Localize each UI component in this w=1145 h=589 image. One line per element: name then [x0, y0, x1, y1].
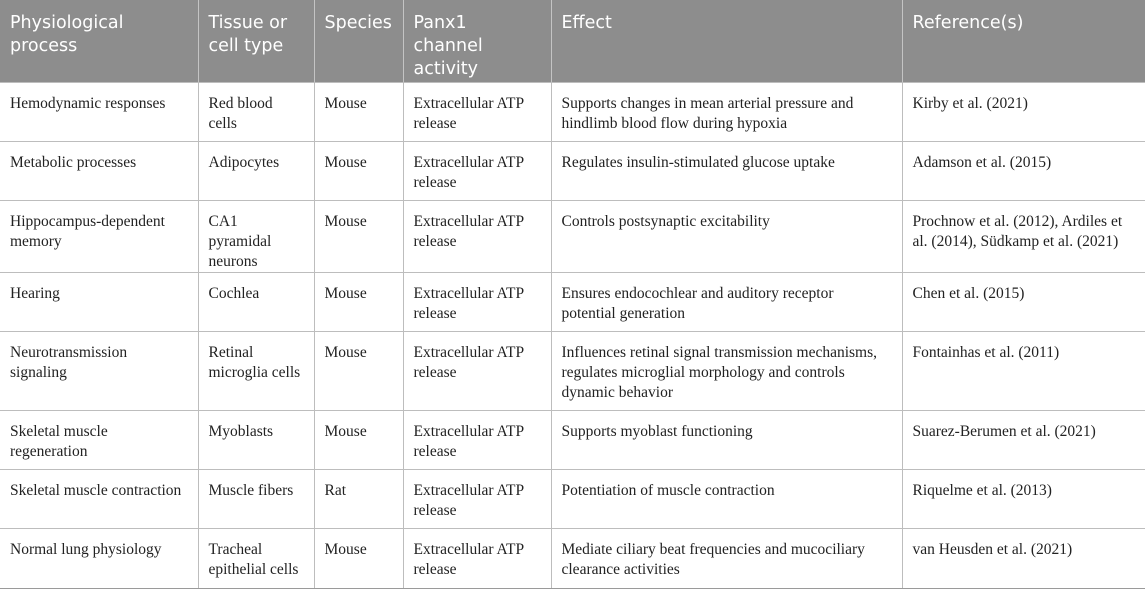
- cell-effect: Ensures endocochlear and auditory receptor potential generation: [551, 272, 902, 331]
- cell-species: Mouse: [314, 528, 403, 588]
- cell-species: Mouse: [314, 82, 403, 141]
- cell-activity: Extracellular ATP release: [403, 141, 551, 200]
- header-row: [0, 0, 1145, 82]
- table-header: [0, 0, 1145, 82]
- cell-process: Metabolic processes: [0, 141, 198, 200]
- cell-effect: Supports changes in mean arterial pressure and hindlimb blood flow during hypoxia: [551, 82, 902, 141]
- cell-reference: Fontainhas et al. (2011): [902, 331, 1145, 410]
- cell-tissue: Retinal microglia cells: [198, 331, 314, 410]
- cell-species: Mouse: [314, 141, 403, 200]
- cell-effect: Supports myoblast functioning: [551, 410, 902, 469]
- cell-tissue: Red blood cells: [198, 82, 314, 141]
- cell-reference: Suarez-Berumen et al. (2021): [902, 410, 1145, 469]
- cell-reference: Kirby et al. (2021): [902, 82, 1145, 141]
- table-row: [0, 200, 1145, 272]
- cell-tissue: Cochlea: [198, 272, 314, 331]
- cell-species: Mouse: [314, 272, 403, 331]
- cell-reference: Adamson et al. (2015): [902, 141, 1145, 200]
- cell-effect: Mediate ciliary beat frequencies and mucociliary clearance activities: [551, 528, 902, 588]
- cell-activity: Extracellular ATP release: [403, 410, 551, 469]
- cell-tissue: Myoblasts: [198, 410, 314, 469]
- cell-tissue: CA1 pyramidal neurons: [198, 200, 314, 272]
- cell-effect: Potentiation of muscle contraction: [551, 469, 902, 528]
- cell-effect: Controls postsynaptic excitability: [551, 200, 902, 272]
- cell-activity: Extracellular ATP release: [403, 200, 551, 272]
- cell-tissue: Muscle fibers: [198, 469, 314, 528]
- cell-activity: Extracellular ATP release: [403, 469, 551, 528]
- cell-tissue: Tracheal epithelial cells: [198, 528, 314, 588]
- header-references: Reference(s): [902, 0, 1145, 82]
- cell-species: Rat: [314, 469, 403, 528]
- table-body: [0, 82, 1145, 588]
- cell-process: Hippocampus-dependent memory: [0, 200, 198, 272]
- cell-reference: van Heusden et al. (2021): [902, 528, 1145, 588]
- header-physiological-process: Physiological process: [0, 0, 198, 82]
- cell-species: Mouse: [314, 331, 403, 410]
- cell-activity: Extracellular ATP release: [403, 82, 551, 141]
- cell-effect: Regulates insulin-stimulated glucose uptake: [551, 141, 902, 200]
- header-tissue-or-cell-type: Tissue or cell type: [198, 0, 314, 82]
- cell-process: Skeletal muscle regeneration: [0, 410, 198, 469]
- cell-process: Neurotransmission signaling: [0, 331, 198, 410]
- cell-effect: Influences retinal signal transmission mechanisms, regulates microglial morphology and controls dynamic behavior: [551, 331, 902, 410]
- cell-process: Normal lung physiology: [0, 528, 198, 588]
- header-panx1-channel-activity: Panx1 channel activity: [403, 0, 551, 82]
- table-row: [0, 528, 1145, 588]
- cell-reference: Prochnow et al. (2012), Ardiles et al. (2014), Südkamp et al. (2021): [902, 200, 1145, 272]
- header-effect: Effect: [551, 0, 902, 82]
- cell-activity: Extracellular ATP release: [403, 331, 551, 410]
- cell-process: Hearing: [0, 272, 198, 331]
- cell-process: Skeletal muscle contraction: [0, 469, 198, 528]
- cell-process: Hemodynamic responses: [0, 82, 198, 141]
- header-species: Species: [314, 0, 403, 82]
- cell-species: Mouse: [314, 200, 403, 272]
- cell-tissue: Adipocytes: [198, 141, 314, 200]
- table-row: [0, 469, 1145, 528]
- cell-activity: Extracellular ATP release: [403, 272, 551, 331]
- cell-reference: Riquelme et al. (2013): [902, 469, 1145, 528]
- table-row: [0, 82, 1145, 141]
- table-row: [0, 331, 1145, 410]
- cell-activity: Extracellular ATP release: [403, 528, 551, 588]
- cell-species: Mouse: [314, 410, 403, 469]
- table-row: [0, 141, 1145, 200]
- table-row: [0, 410, 1145, 469]
- table-row: [0, 272, 1145, 331]
- cell-reference: Chen et al. (2015): [902, 272, 1145, 331]
